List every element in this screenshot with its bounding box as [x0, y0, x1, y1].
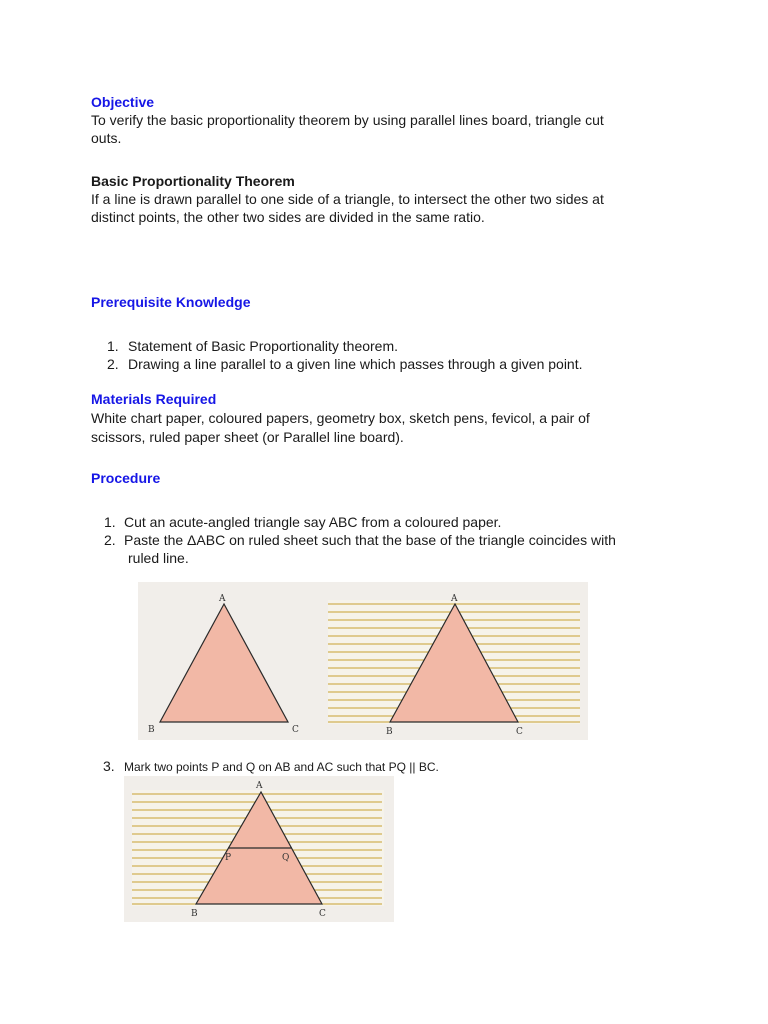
- label-c-right: C: [516, 727, 523, 737]
- list-item-text: Cut an acute-angled triangle say ABC from a coloured paper.: [124, 514, 502, 530]
- label-a: A: [256, 781, 263, 791]
- figure-triangle-pasted: [138, 582, 588, 740]
- materials-line-2: scissors, ruled paper sheet (or Parallel line board).: [91, 429, 404, 445]
- prerequisite-item-2: [107, 355, 583, 373]
- label-q: Q: [282, 853, 290, 863]
- procedure-heading: Procedure: [91, 470, 161, 486]
- procedure-step-3: [103, 757, 439, 776]
- list-item-text: Paste the ΔABC on ruled sheet such that the base of the triangle coincides with: [124, 532, 616, 548]
- label-p: P: [225, 853, 232, 863]
- objective-line-1: To verify the basic proportionality theorem by using parallel lines board, triangle cut: [91, 112, 604, 128]
- theorem-heading: Basic Proportionality Theorem: [91, 173, 295, 189]
- label-c: C: [319, 909, 326, 919]
- label-a-right: A: [451, 594, 458, 604]
- list-item-text: Drawing a line parallel to a given line which passes through a given point.: [128, 356, 583, 372]
- materials-heading: Materials Required: [91, 391, 217, 407]
- materials-line-1: White chart paper, coloured papers, geometry box, sketch pens, fevicol, a pair of: [91, 410, 590, 426]
- list-number: 2.: [107, 356, 119, 372]
- list-item-text: Statement of Basic Proportionality theorem.: [128, 338, 399, 354]
- list-number: 1.: [104, 514, 116, 530]
- figure-triangle-pq: [124, 776, 394, 922]
- objective-line-2: outs.: [91, 130, 122, 146]
- theorem-line-2: distinct points, the other two sides are divided in the same ratio.: [91, 209, 485, 225]
- label-b: B: [191, 909, 198, 919]
- label-b-left: B: [148, 725, 155, 735]
- label-b-right: B: [386, 727, 393, 737]
- label-a-left: A: [219, 594, 226, 604]
- prerequisite-item-1: [107, 337, 398, 355]
- list-item-text: Mark two points P and Q on AB and AC such that PQ || BC.: [124, 760, 439, 774]
- list-number: 1.: [107, 338, 119, 354]
- list-number: 2.: [104, 532, 116, 548]
- objective-heading: Objective: [91, 94, 155, 110]
- procedure-step-2: [104, 531, 616, 549]
- procedure-step-1: [104, 513, 501, 531]
- procedure-step-2-cont: ruled line.: [128, 550, 189, 566]
- theorem-line-1: If a line is drawn parallel to one side of a triangle, to intersect the other two sides at: [91, 191, 604, 207]
- list-number: 3.: [103, 758, 115, 774]
- label-c-left: C: [292, 725, 299, 735]
- prerequisite-heading: Prerequisite Knowledge: [91, 294, 251, 310]
